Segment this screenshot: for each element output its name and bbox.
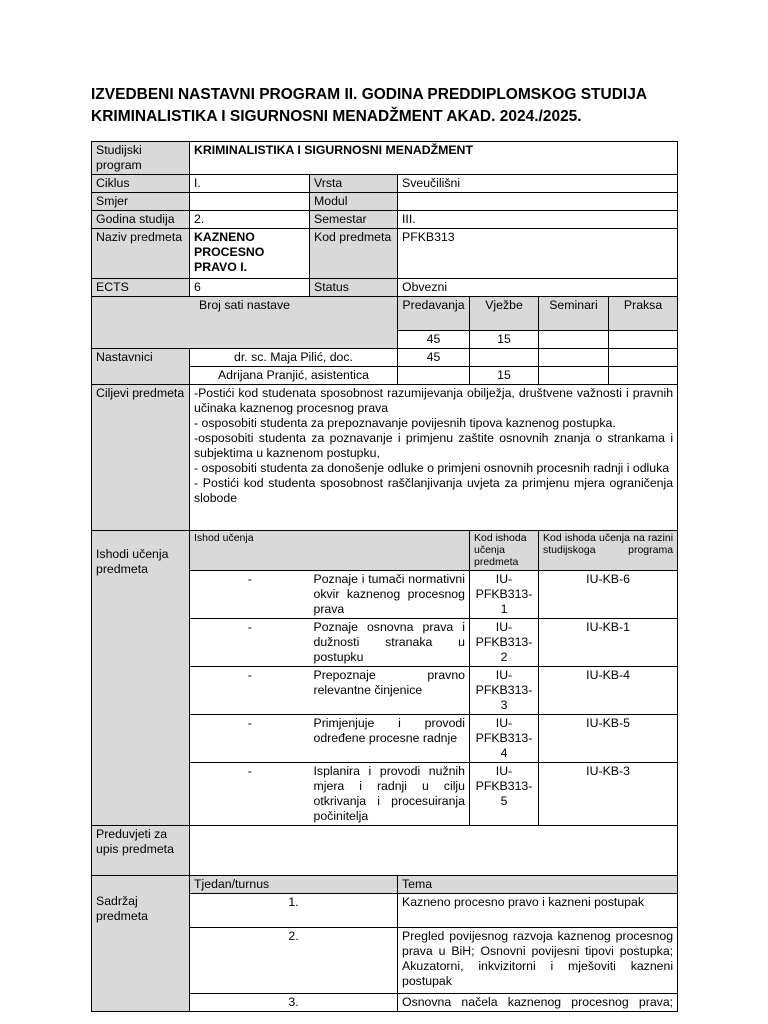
- ishod-kod: IU-PFKB313-1: [470, 571, 539, 619]
- ishod-kod: IU-PFKB313-2: [470, 619, 539, 667]
- label-studijski-program: Studijski program: [92, 142, 190, 175]
- label-ciklus: Ciklus: [92, 175, 190, 193]
- ishod-program: IU-KB-3: [539, 763, 678, 826]
- sadrzaj-tema: Kazneno procesno pravo i kazneni postupak: [398, 894, 678, 928]
- value-vrsta: Sveučilišni: [398, 175, 678, 193]
- sadrzaj-tema: Osnovna načela kaznenog procesnog prava;: [398, 994, 678, 1012]
- nastavnik-predavanja: 45: [398, 349, 470, 367]
- label-semestar: Semestar: [310, 211, 398, 229]
- ishod-dash: -: [190, 619, 310, 667]
- sadrzaj-tema: Pregled povijesnog razvoja kaznenog procesnog prava u BiH; Osnovni povijesni tipovi postupka; Akuzatorni, inkvizitorni i mješoviti kazneni postupak: [398, 928, 678, 994]
- value-modul: [398, 193, 678, 211]
- value-ects: 6: [190, 279, 310, 297]
- nastavnik-vjezbe: 15: [470, 367, 539, 385]
- ishod-program: IU-KB-5: [539, 715, 678, 763]
- ishod-program: IU-KB-4: [539, 667, 678, 715]
- value-studijski-program: KRIMINALISTIKA I SIGURNOSNI MENADŽMENT: [190, 142, 678, 175]
- title-line-1: IZVEDBENI NASTAVNI PROGRAM II. GODINA PREDDIPLOMSKOG STUDIJA: [91, 86, 648, 103]
- label-status: Status: [310, 279, 398, 297]
- label-modul: Modul: [310, 193, 398, 211]
- label-tema: Tema: [398, 876, 678, 894]
- ishod-text: Isplanira i provodi nužnih mjera i radnji u cilju otkrivanja i procesuiranja počinitelja: [310, 763, 470, 826]
- ishod-dash: -: [190, 667, 310, 715]
- row-nastavnik-1: [92, 349, 678, 367]
- label-tjedan: Tjedan/turnus: [190, 876, 398, 894]
- ciljevi-content: [190, 385, 678, 531]
- nastavnik-name: dr. sc. Maja Pilić, doc.: [190, 349, 398, 367]
- label-kod-predmeta: Kod predmeta: [310, 229, 398, 279]
- label-kod-ishoda-programa: Kod ishoda učenja na razini studijskoga programa: [539, 531, 678, 571]
- label-vjezbe: Vježbe: [470, 297, 539, 331]
- row-godina: [92, 211, 678, 229]
- ishod-text: Poznaje osnovna prava i dužnosti stranaka u postupku: [310, 619, 470, 667]
- label-naziv-predmeta: Naziv predmeta: [92, 229, 190, 279]
- label-ishod-ucenja: Ishod učenja: [190, 531, 470, 571]
- value-sati-predavanja: 45: [398, 331, 470, 349]
- value-semestar: III.: [398, 211, 678, 229]
- label-smjer: Smjer: [92, 193, 190, 211]
- ishod-program: IU-KB-6: [539, 571, 678, 619]
- ishod-kod: IU-PFKB313-4: [470, 715, 539, 763]
- cilj-item: - osposobiti studenta za prepoznavanje povijesnih tipova kaznenog postupka.: [194, 416, 616, 430]
- nastavnik-predavanja: [398, 367, 470, 385]
- nastavnik-vjezbe: [470, 349, 539, 367]
- label-sadrzaj: Sadržaj predmeta: [92, 876, 190, 1012]
- naziv-line-1: KAZNENO: [194, 230, 255, 244]
- sadrzaj-tjedan: 3.: [190, 994, 398, 1012]
- nastavnik-praksa: [609, 349, 678, 367]
- label-preduvjeti: Preduvjeti za upis predmeta: [92, 826, 190, 876]
- cilj-item: - osposobiti studenta za donošenje odluke o primjeni osnovnih procesnih radnji i odluka: [194, 461, 670, 475]
- value-godina-studija: 2.: [190, 211, 310, 229]
- value-ciklus: I.: [190, 175, 310, 193]
- row-ishodi-header: [92, 531, 678, 571]
- title-line-2: KRIMINALISTIKA I SIGURNOSNI MENADŽMENT AKAD. 2024./2025.: [91, 108, 582, 125]
- label-vrsta: Vrsta: [310, 175, 398, 193]
- ishod-dash: -: [190, 571, 310, 619]
- nastavnik-praksa: [609, 367, 678, 385]
- naziv-line-2: PROCESNO: [194, 245, 265, 259]
- label-godina-studija: Godina studija: [92, 211, 190, 229]
- row-ciklus: [92, 175, 678, 193]
- row-broj-sati-header: [92, 297, 678, 331]
- naziv-line-3: PRAVO I.: [194, 260, 248, 274]
- ishod-dash: -: [190, 763, 310, 826]
- cilj-item: -osposobiti studenta za poznavanje i primjenu zaštite osnovnih znanja o strankama i subjektima u kaznenom postupku,: [194, 431, 674, 460]
- value-preduvjeti: [190, 826, 678, 876]
- label-seminari: Seminari: [539, 297, 609, 331]
- sadrzaj-tjedan: 2.: [190, 928, 398, 994]
- cilj-item: -Postići kod studenata sposobnost razumijevanja obilježja, društvene važnosti i pravnih učinaka kaznenog procesnog prava: [194, 386, 674, 415]
- label-praksa: Praksa: [609, 297, 678, 331]
- ishod-program: IU-KB-1: [539, 619, 678, 667]
- nastavnik-name: Adrijana Pranjić, asistentica: [190, 367, 398, 385]
- row-ects: [92, 279, 678, 297]
- label-predavanja: Predavanja: [398, 297, 470, 331]
- row-ciljevi: [92, 385, 678, 531]
- row-sadrzaj-header: [92, 876, 678, 894]
- label-ishodi: Ishodi učenja predmeta: [92, 531, 190, 826]
- value-kod-predmeta: PFKB313: [398, 229, 678, 279]
- label-ects: ECTS: [92, 279, 190, 297]
- row-preduvjeti: [92, 826, 678, 876]
- ishod-text: Prepoznaje pravno relevantne činjenice: [310, 667, 470, 715]
- cilj-item: - Postići kod studenta sposobnost raščlanjivanja uvjeta za primjenu mjera ograničenja slobode: [194, 476, 674, 505]
- ishod-dash: -: [190, 715, 310, 763]
- value-naziv-predmeta: [190, 229, 310, 279]
- value-status: Obvezni: [398, 279, 678, 297]
- row-naziv-predmeta: [92, 229, 678, 279]
- label-broj-sati: Broj sati nastave: [92, 297, 398, 349]
- ishod-kod: IU-PFKB313-3: [470, 667, 539, 715]
- value-smjer: [190, 193, 310, 211]
- sadrzaj-tjedan: 1.: [190, 894, 398, 928]
- course-form-table: [91, 141, 678, 1012]
- label-kod-ishoda: Kod ishoda učenja predmeta: [470, 531, 539, 571]
- nastavnik-seminari: [539, 349, 609, 367]
- ishod-kod: IU-PFKB313-5: [470, 763, 539, 826]
- label-nastavnici: Nastavnici: [92, 349, 190, 385]
- nastavnik-seminari: [539, 367, 609, 385]
- row-studijski-program: [92, 142, 678, 175]
- row-smjer: [92, 193, 678, 211]
- value-sati-vjezbe: 15: [470, 331, 539, 349]
- label-ciljevi: Ciljevi predmeta: [92, 385, 190, 531]
- value-sati-seminari: [539, 331, 609, 349]
- value-sati-praksa: [609, 331, 678, 349]
- ishod-text: Primjenjuje i provodi određene procesne radnje: [310, 715, 470, 763]
- ishod-text: Poznaje i tumači normativni okvir kaznenog procesnog prava: [310, 571, 470, 619]
